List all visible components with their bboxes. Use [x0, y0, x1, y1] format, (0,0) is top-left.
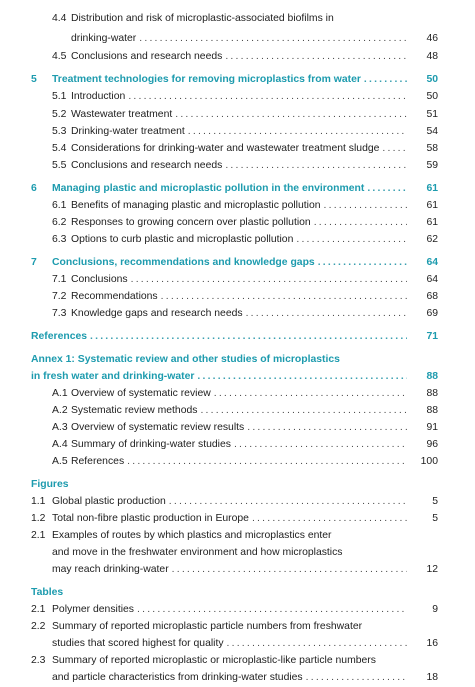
toc-entry-5-4[interactable] — [0, 141, 475, 157]
entry-number: A.4 — [52, 439, 68, 450]
toc-entry-7-3[interactable] — [0, 306, 475, 322]
page-number: 68 — [426, 291, 438, 302]
entry-title: Drinking-water treatment — [71, 126, 185, 137]
tables-heading: Tables — [31, 587, 64, 598]
leader-dots — [225, 49, 407, 65]
figure-number: 1.2 — [31, 513, 46, 524]
table-title: Summary of reported microplastic or microplastic-like particle numbers — [52, 655, 376, 666]
toc-entry-5-1[interactable] — [0, 89, 475, 105]
entry-title: Knowledge gaps and research needs — [71, 308, 243, 319]
entry-title: Introduction — [71, 91, 126, 102]
entry-number: 5.2 — [52, 109, 67, 120]
page-number: 61 — [426, 200, 438, 211]
leader-dots — [200, 403, 407, 419]
chapter-number: 6 — [31, 183, 37, 194]
toc-entry-a-5[interactable] — [0, 454, 475, 470]
figure-title-continued: and move in the freshwater environment and how microplastics — [52, 547, 343, 558]
figure-number: 2.1 — [31, 530, 46, 541]
page-number: 91 — [426, 422, 438, 433]
toc-table-2-2[interactable] — [0, 619, 475, 635]
entry-number: 6.1 — [52, 200, 67, 211]
leader-dots — [324, 198, 407, 214]
entry-number: 7.2 — [52, 291, 67, 302]
toc-figure-1-1[interactable] — [0, 494, 475, 510]
toc-entry-4-4[interactable] — [0, 11, 475, 27]
leader-dots — [127, 454, 407, 470]
entry-number: 7.1 — [52, 274, 67, 285]
leader-dots — [364, 72, 407, 88]
entry-number: A.5 — [52, 456, 68, 467]
page-number: 96 — [426, 439, 438, 450]
page-number: 16 — [426, 638, 438, 649]
leader-dots — [314, 215, 407, 231]
page-number: 50 — [426, 91, 438, 102]
figure-title-continued: may reach drinking-water — [52, 564, 169, 575]
toc-table-2-1[interactable] — [0, 602, 475, 618]
entry-number: A.1 — [52, 388, 68, 399]
chapter-number: 7 — [31, 257, 37, 268]
chapter-title: Treatment technologies for removing microplastics from water — [52, 74, 361, 85]
leader-dots — [188, 124, 407, 140]
toc-annex-1[interactable] — [0, 352, 475, 368]
leader-dots — [227, 636, 407, 652]
table-title: Polymer densities — [52, 604, 135, 615]
toc-references[interactable] — [0, 329, 475, 345]
entry-title: Conclusions and research needs — [71, 51, 223, 62]
entry-title: Considerations for drinking-water and wastewater treatment sludge — [71, 143, 380, 154]
references-title: References — [31, 331, 88, 342]
toc-figure-1-2[interactable] — [0, 511, 475, 527]
leader-dots — [139, 31, 407, 47]
page-number: 62 — [426, 234, 438, 245]
toc-entry-4-4-continued[interactable] — [0, 31, 475, 47]
page-number: 69 — [426, 308, 438, 319]
page-number: 61 — [426, 183, 438, 194]
toc-entry-a-3[interactable] — [0, 420, 475, 436]
figure-title: Total non-fibre plastic production in Europe — [52, 513, 249, 524]
leader-dots — [234, 437, 407, 453]
table-title-continued: and particle characteristics from drinking-water studies — [52, 672, 303, 683]
leader-dots — [128, 89, 407, 105]
leader-dots — [246, 306, 407, 322]
entry-title: Conclusions and research needs — [71, 160, 223, 171]
toc-table-2-2-continued[interactable] — [0, 636, 475, 652]
toc-entry-a-4[interactable] — [0, 437, 475, 453]
page-number: 5 — [432, 513, 438, 524]
entry-number: 5.5 — [52, 160, 67, 171]
entry-number: 6.2 — [52, 217, 67, 228]
page-number: 88 — [426, 371, 438, 382]
page-number: 88 — [426, 388, 438, 399]
entry-title: Benefits of managing plastic and microplastic pollution — [71, 200, 321, 211]
leader-dots — [172, 562, 407, 578]
leader-dots — [131, 272, 407, 288]
entry-title-continued: drinking-water — [71, 33, 137, 44]
entry-title: References — [71, 456, 125, 467]
table-title: Summary of reported microplastic particle numbers from freshwater — [52, 621, 363, 632]
toc-table-2-3[interactable] — [0, 653, 475, 669]
leader-dots — [214, 386, 407, 402]
tables-heading-row — [0, 585, 475, 601]
toc-entry-6-1[interactable] — [0, 198, 475, 214]
toc-figure-2-1[interactable] — [0, 528, 475, 544]
toc-entry-5-3[interactable] — [0, 124, 475, 140]
chapter-number: 5 — [31, 74, 37, 85]
page-number: 48 — [426, 51, 438, 62]
page-number: 64 — [426, 274, 438, 285]
entry-title: Systematic review methods — [71, 405, 198, 416]
entry-number: 4.4 — [52, 13, 67, 24]
page-number: 100 — [420, 456, 438, 467]
table-title-continued: studies that scored highest for quality — [52, 638, 224, 649]
page-number: 5 — [432, 496, 438, 507]
toc-figure-2-1-continued-2[interactable] — [0, 562, 475, 578]
entry-number: 6.3 — [52, 234, 67, 245]
page-number: 71 — [426, 331, 438, 342]
entry-number: 5.1 — [52, 91, 67, 102]
leader-dots — [318, 255, 407, 271]
entry-number: 5.4 — [52, 143, 67, 154]
entry-title: Responses to growing concern over plastic pollution — [71, 217, 311, 228]
toc-table-2-3-continued[interactable] — [0, 670, 475, 686]
leader-dots — [175, 107, 407, 123]
page-number: 59 — [426, 160, 438, 171]
page-number: 61 — [426, 217, 438, 228]
leader-dots — [137, 602, 407, 618]
figure-number: 1.1 — [31, 496, 46, 507]
page-number: 50 — [426, 74, 438, 85]
entry-title: Wastewater treatment — [71, 109, 173, 120]
leader-dots — [296, 232, 407, 248]
annex-title: Annex 1: Systematic review and other studies of microplastics — [31, 354, 340, 365]
figures-heading: Figures — [31, 479, 69, 490]
toc-entry-6-2[interactable] — [0, 215, 475, 231]
leader-dots — [367, 181, 407, 197]
toc-entry-6-3[interactable] — [0, 232, 475, 248]
entry-title: Conclusions — [71, 274, 128, 285]
entry-title: Options to curb plastic and microplastic pollution — [71, 234, 294, 245]
page-number: 9 — [432, 604, 438, 615]
entry-title: Overview of systematic review results — [71, 422, 245, 433]
figure-title: Global plastic production — [52, 496, 166, 507]
toc-chapter-5[interactable] — [0, 72, 475, 88]
table-number: 2.1 — [31, 604, 46, 615]
leader-dots — [306, 670, 407, 686]
entry-number: A.3 — [52, 422, 68, 433]
figures-heading-row — [0, 477, 475, 493]
page-number: 46 — [426, 33, 438, 44]
leader-dots — [161, 289, 407, 305]
entry-title: Recommendations — [71, 291, 158, 302]
leader-dots — [197, 369, 407, 385]
page-number: 88 — [426, 405, 438, 416]
entry-number: 4.5 — [52, 51, 67, 62]
page-number: 54 — [426, 126, 438, 137]
leader-dots — [247, 420, 407, 436]
leader-dots — [169, 494, 407, 510]
entry-number: 7.3 — [52, 308, 67, 319]
table-number: 2.3 — [31, 655, 46, 666]
entry-title: Overview of systematic review — [71, 388, 211, 399]
toc-entry-4-5[interactable] — [0, 49, 475, 65]
toc-entry-5-5[interactable] — [0, 158, 475, 174]
toc-entry-5-2[interactable] — [0, 107, 475, 123]
toc-figure-2-1-continued[interactable] — [0, 545, 475, 561]
leader-dots — [225, 158, 407, 174]
toc-entry-a-1[interactable] — [0, 386, 475, 402]
toc-entry-a-2[interactable] — [0, 403, 475, 419]
page-number: 12 — [426, 564, 438, 575]
figure-title: Examples of routes by which plastics and microplastics enter — [52, 530, 332, 541]
toc-chapter-6[interactable] — [0, 181, 475, 197]
entry-number: A.2 — [52, 405, 68, 416]
chapter-title: Managing plastic and microplastic pollution in the environment — [52, 183, 365, 194]
entry-title: Distribution and risk of microplastic-associated biofilms in — [71, 13, 334, 24]
page-number: 58 — [426, 143, 438, 154]
leader-dots — [90, 329, 407, 345]
toc-entry-7-2[interactable] — [0, 289, 475, 305]
toc-chapter-7[interactable] — [0, 255, 475, 271]
entry-title: Summary of drinking-water studies — [71, 439, 231, 450]
page-number: 51 — [426, 109, 438, 120]
page-number: 64 — [426, 257, 438, 268]
table-number: 2.2 — [31, 621, 46, 632]
toc-annex-1-continued[interactable] — [0, 369, 475, 385]
leader-dots — [252, 511, 407, 527]
page-number: 18 — [426, 672, 438, 683]
leader-dots — [382, 141, 407, 157]
chapter-title: Conclusions, recommendations and knowledge gaps — [52, 257, 315, 268]
entry-number: 5.3 — [52, 126, 67, 137]
annex-title-continued: in fresh water and drinking-water — [31, 371, 195, 382]
toc-entry-7-1[interactable] — [0, 272, 475, 288]
